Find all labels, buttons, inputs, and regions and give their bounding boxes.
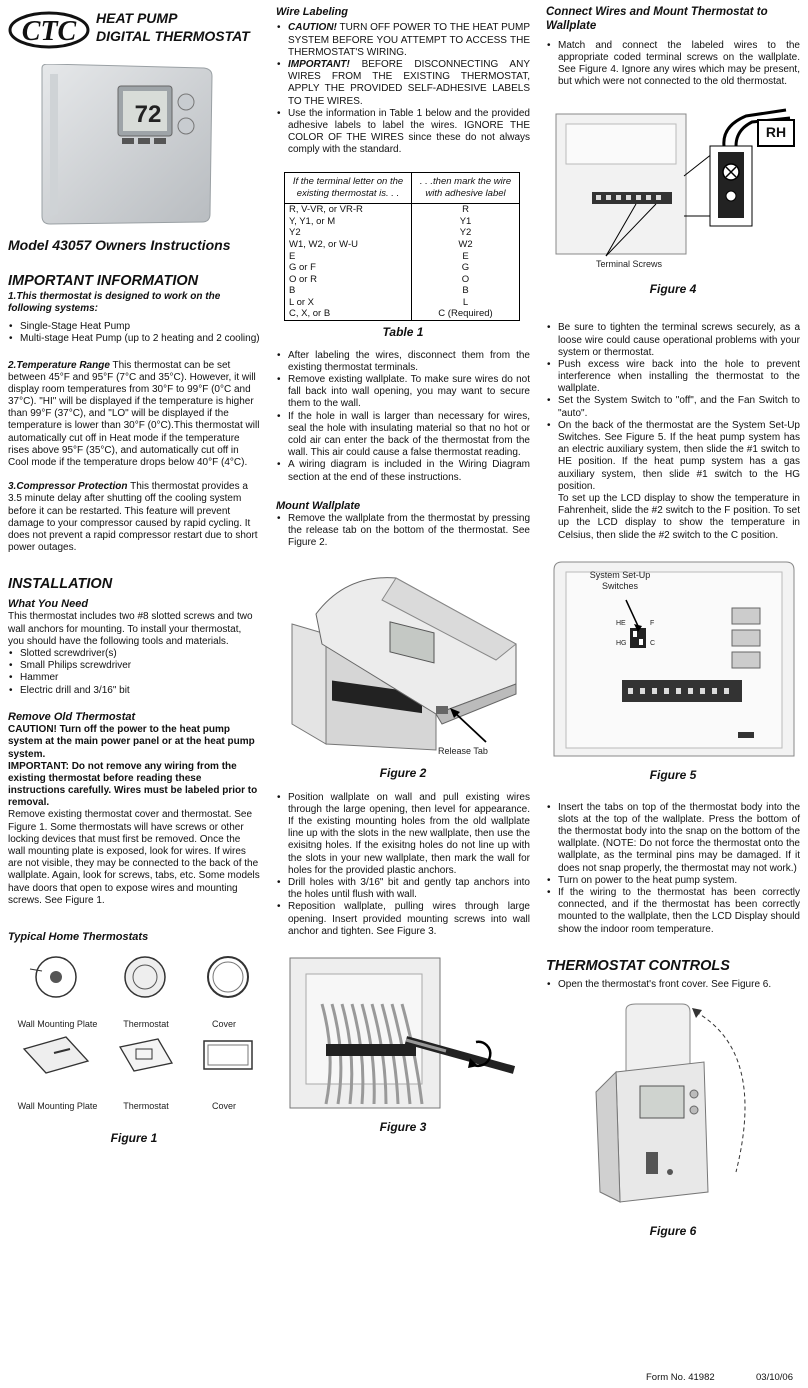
list-item: • Use the information in Table 1 below and the provided adhesive labels to label the wires. IGNORE THE COLOR OF THE WIRES since these do not always comply with the standard.: [276, 108, 530, 157]
connect-wires-heading: Connect Wires and Mount Thermostat to Wallplate: [546, 6, 768, 32]
setup-switches-label: System Set-Up Switches: [589, 569, 651, 591]
figure-6: [546, 1002, 800, 1242]
table-1-caption: Table 1: [382, 325, 424, 339]
list-item: • Turn on power to the heat pump system.: [546, 875, 800, 887]
table-cell-existing: G or F: [285, 262, 412, 274]
table-cell-existing: Y2: [285, 227, 412, 239]
figure-4: [546, 106, 800, 314]
list-item: • Insert the tabs on top of the thermostat body into the slots at the top of the wallplate. Press the bottom of the thermostat body into the snap on the bottom of the wallplate. (NOTE: Do not force the thermostat onto the wallplate, as the terminal pins may be damaged. If it does not snap properly, the thermostat may not work.): [546, 802, 800, 875]
round-cover-icon: [208, 957, 248, 997]
table-cell-label: R: [412, 204, 520, 216]
table-cell-label: O: [412, 274, 520, 286]
list-item: • Reposition wallplate, pulling wires through large opening. Insert provided mounting screws into wall anchor and tighten. See Figure 3.: [276, 901, 530, 938]
tools-list: [8, 648, 260, 697]
fig1-label: Cover: [211, 1100, 236, 1111]
list-item: • IMPORTANT! BEFORE DISCONNECTING ANY WIRES FROM THE EXISTING THERMOSTAT, APPLY THE PROVIDED SELF-ADHESIVE LABELS TO THE WIRES.: [276, 59, 530, 108]
figure-5: [546, 560, 800, 798]
remove-important: IMPORTANT: Do not remove any wiring from the existing thermostat before reading these instructions carefully. Wires must be labeled prior to removal.: [8, 760, 258, 809]
table-cell-label: L: [412, 297, 520, 309]
fig1-label: Thermostat: [123, 1100, 169, 1111]
column-2: [276, 6, 530, 1136]
list-item: • Match and connect the labeled wires to the appropriate coded terminal screws on the wallplate. See Figure 4. Ignore any wires which may be present, but which were not connected to the old thermostat.: [546, 40, 800, 89]
after-table-list: [276, 350, 530, 484]
thermostat-photo: [36, 64, 216, 228]
logo-text: CTC: [21, 16, 77, 47]
temperature-range-para: 2.Temperature Range This thermostat can be set between 45°F and 95°F (7°C and 35°C). However, it will display room temperatures from 30°F to 99°F (0°C and 37°C). "HI" will be displayed if the temperature is higher than 99°F (37°C), and "LO" will be displayed if the temperature is lower than 30°F (0°C).This thermostat will automatically cut off in Heat mode if the temperature rises above 95°F (35°C), and automatically cut off in Cool mode if the temperature drops below 40°F (4°C).: [8, 359, 260, 469]
table-cell-label: C (Required): [412, 308, 520, 320]
connect-list: [546, 40, 800, 89]
column-3: [546, 6, 800, 1242]
table-row: [285, 239, 520, 251]
table-cell-label: Y1: [412, 216, 520, 228]
table-cell-existing: C, X, or B: [285, 308, 412, 320]
list-item: • Push excess wire back into the hole to prevent interference when installing the thermostat to the wallplate.: [546, 359, 800, 396]
list-item: • Single-Stage Heat Pump: [8, 321, 260, 333]
table-row: [285, 297, 520, 309]
compressor-para: 3.Compressor Protection This thermostat provides a 3.5 minute delay after shutting off the cooling system before it can be restarted. This feature will prevent damage to your compressor caused by rapid cycling. It does not prevent a rapid compressor restart due to short power outages.: [8, 481, 258, 554]
figure-2: [276, 556, 530, 782]
table-header-left: If the terminal letter on the existing thermostat is. . .: [285, 173, 412, 204]
table-row: [285, 204, 520, 216]
mount-list-2: [276, 792, 530, 938]
list-item: • Slotted screwdriver(s): [8, 648, 260, 660]
what-you-need-text: This thermostat includes two #8 slotted screws and two wall anchors for mounting. To install your thermostat, you should have the following tools and materials.: [8, 611, 253, 647]
table-row: [285, 251, 520, 263]
list-item: • If the hole in wall is larger than necessary for wires, seal the hole with insulating material so that no hot or cold air can enter the back of the thermostat from the wall. This air could cause a false thermostat reading.: [276, 411, 530, 460]
table-cell-label: Y2: [412, 227, 520, 239]
display-temp: 72: [134, 101, 162, 128]
table-row: [285, 262, 520, 274]
fig1-label: Cover: [211, 1018, 236, 1029]
list-item: • Open the thermostat's front cover. See Figure 6.: [546, 979, 800, 991]
remove-old-heading: Remove Old Thermostat: [8, 710, 136, 723]
figure-3: [276, 954, 530, 1136]
list-item: • Electric drill and 3/16" bit: [8, 685, 260, 697]
important-section: [8, 273, 260, 554]
table-row: [285, 274, 520, 286]
model-title: Model 43057 Owners Instructions: [8, 237, 231, 253]
figure-5-caption: Figure 5: [649, 767, 697, 782]
fig1-label: Wall Mounting Plate: [17, 1018, 98, 1029]
thermostat-controls-heading: THERMOSTAT CONTROLS: [546, 957, 730, 974]
controls-list: [546, 979, 800, 991]
figure-1: [8, 931, 260, 1161]
mount-list: [276, 513, 530, 550]
important-p1: 1.This thermostat is designed to work on the following systems:: [8, 290, 221, 314]
table-cell-existing: R, V-VR, or VR-R: [285, 204, 412, 216]
rh-label: RH: [765, 124, 787, 141]
ctc-logo: [8, 10, 94, 50]
table-cell-existing: E: [285, 251, 412, 263]
what-you-need-heading: What You Need: [8, 598, 89, 611]
table-cell-existing: B: [285, 285, 412, 297]
rect-cover-icon: [204, 1041, 252, 1069]
list-item: • Position wallplate on wall and pull existing wires through the large opening, then level for appearance. If the existing mounting holes from the old wallplate line up with the slots in the new wallplate, then use the exisitng holes. If the exisitng holes do not line up with the slots in your new wallplate, then mark the wall for holes for the provided plastic anchors.: [276, 792, 530, 877]
list-item: • Be sure to tighten the terminal screws securely, as a loose wire could cause operational problems with your system or thermostat.: [546, 322, 800, 359]
wire-labeling-heading: Wire Labeling: [276, 6, 349, 18]
switch-label: HE: [616, 619, 626, 627]
figure-2-caption: Figure 2: [379, 765, 427, 780]
list-item: • Multi-stage Heat Pump (up to 2 heating and 2 cooling): [8, 333, 260, 345]
figure-6-caption: Figure 6: [649, 1223, 697, 1238]
column-1: [8, 6, 260, 1161]
form-number: Form No. 41982: [646, 1372, 715, 1383]
installation-heading: INSTALLATION: [8, 576, 113, 593]
table-cell-label: G: [412, 262, 520, 274]
table-body: [285, 204, 520, 321]
table-cell-existing: O or R: [285, 274, 412, 286]
remove-caution: CAUTION! Turn off the power to the heat pump system at the main power panel or at the heat pump system.: [8, 724, 255, 760]
list-item: • A wiring diagram is included in the Wiring Diagram section at the end of these instructions.: [276, 459, 530, 483]
table-header: [285, 173, 520, 204]
mount-wallplate-heading: Mount Wallplate: [276, 499, 361, 512]
release-tab-label: Release Tab: [438, 745, 488, 756]
wall-plate-rect-icon: [24, 1037, 88, 1073]
table-cell-label: E: [412, 251, 520, 263]
remove-text: Remove existing thermostat cover and thermostat. See Figure 1. Some thermostats will have screws or other locking devices that must first be removed. Once the wall mounting plate is exposed, look for wires. If wires are not visible, they may be connected to the back of the wallplate. Again, look for screws, tabs, etc. Some models have doors that open to expose wires and mounting screws. See Figure 1.: [8, 809, 260, 906]
round-thermostat-icon: [125, 957, 165, 997]
table-cell-existing: L or X: [285, 297, 412, 309]
wire-table: [284, 172, 520, 321]
list-item: • Set the System Switch to "off", and the Fan Switch to "auto".: [546, 395, 800, 419]
product-title: HEAT PUMP DIGITAL THERMOSTAT: [96, 10, 250, 44]
connect-list-3: [546, 802, 800, 936]
list-item: • On the back of the thermostat are the System Set-Up Switches. See Figure 5. If the heat pump system has an electric auxiliary system, then slide the #1 switch to HE position. If the heat pump system has a gas auxiliary system, then slide #1 switch to the HG position. To set up the LCD display to show the temperature in Fahrenheit, slide the #2 switch to the F position. To set up the LCD display to show the temperature in Celsius, then slide the #2 switch to the C position.: [546, 420, 800, 542]
switch-label: F: [650, 619, 655, 627]
table-cell-existing: W1, W2, or W-U: [285, 239, 412, 251]
list-item: • Remove the wallplate from the thermostat by pressing the release tab on the bottom of the thermostat. See Figure 2.: [276, 513, 530, 550]
connect-list-2: [546, 322, 800, 541]
installation-section: [8, 576, 260, 907]
switch-label: C: [650, 639, 656, 647]
figure-1-title: Typical Home Thermostats: [8, 930, 149, 943]
list-item: • Remove existing wallplate. To make sure wires do not fall back into wall opening, you may want to secure them to the wall.: [276, 374, 530, 411]
rect-thermostat-icon: [120, 1039, 172, 1071]
systems-list: [8, 321, 260, 345]
list-item: • Drill holes with 3/16" bit and gently tap anchors into the holes until flush with wall.: [276, 877, 530, 901]
figure-3-caption: Figure 3: [379, 1119, 427, 1134]
fig1-label: Thermostat: [123, 1018, 169, 1029]
fig1-label: Wall Mounting Plate: [17, 1100, 98, 1111]
list-item: • If the wiring to the thermostat has been correctly connected, and if the thermostat has been correctly mounted to the wallplate, then the LCD Display should show the indoor room temperature.: [546, 887, 800, 936]
terminal-screws-label: Terminal Screws: [596, 259, 663, 270]
list-item: • After labeling the wires, disconnect them from the existing thermostat terminals.: [276, 350, 530, 374]
list-item: • Small Philips screwdriver: [8, 660, 260, 672]
switch-label: HG: [616, 639, 627, 647]
table-cell-label: B: [412, 285, 520, 297]
wall-plate-round-icon: [30, 957, 76, 997]
form-date: 03/10/06: [756, 1372, 793, 1383]
table-row: [285, 308, 520, 320]
table-row: [285, 216, 520, 228]
list-item: • Hammer: [8, 672, 260, 684]
figure-4-caption: Figure 4: [649, 282, 697, 297]
list-item: • CAUTION! TURN OFF POWER TO THE HEAT PUMP SYSTEM BEFORE YOU ATTEMPT TO ACCESS THE THERMOSTAT'S WIRING.: [276, 22, 530, 59]
table-row: [285, 285, 520, 297]
header-area: [8, 6, 260, 232]
table-row: [285, 227, 520, 239]
wire-labeling-list: [276, 22, 530, 156]
figure-1-caption: Figure 1: [110, 1130, 158, 1145]
table-cell-existing: Y, Y1, or M: [285, 216, 412, 228]
important-heading: IMPORTANT INFORMATION: [8, 273, 199, 290]
table-cell-label: W2: [412, 239, 520, 251]
table-header-right: . . .then mark the wire with adhesive label: [412, 173, 520, 204]
